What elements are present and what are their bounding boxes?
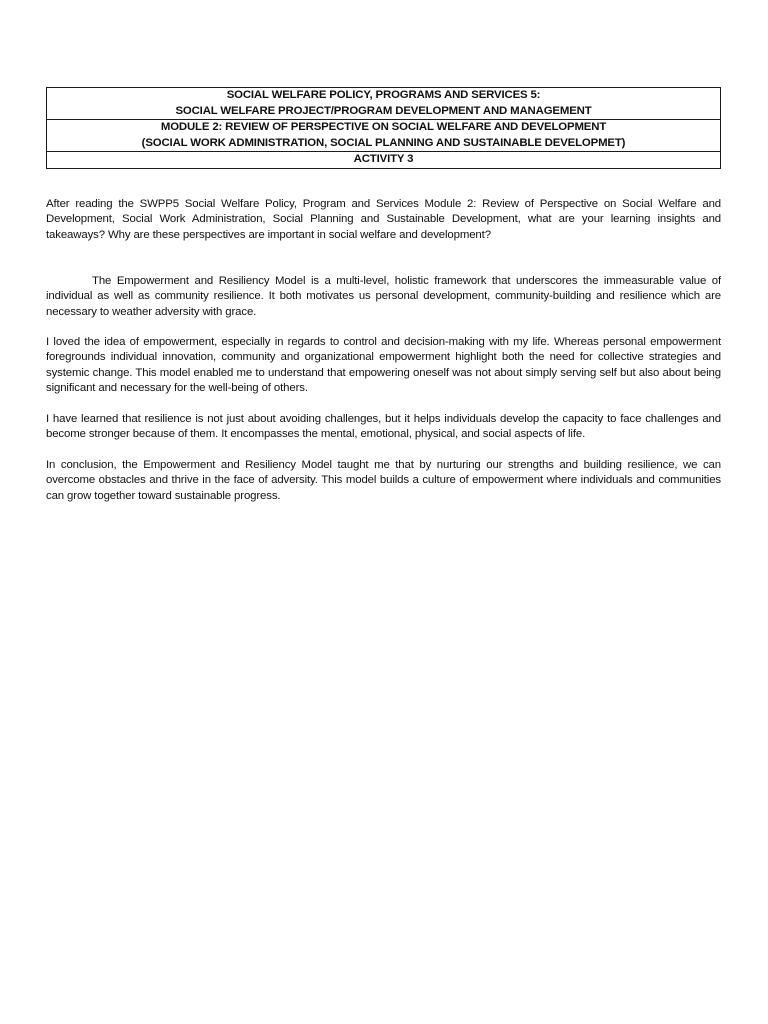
header-row-activity — [47, 152, 721, 169]
activity-title: ACTIVITY 3 — [353, 153, 414, 165]
paragraph-text: I loved the idea of empowerment, especially in regards to control and decision-making with my life. Whereas personal empowerment foregrounds individual innovation, community and organizational empowerment highlight both the need for collective strategies and systemic change. This model enabled me to understand that empowering oneself was not about simply serving self but also about being significant and necessary for the well-being of others. — [46, 336, 721, 394]
activity-prompt — [46, 197, 721, 243]
header-table — [46, 87, 721, 169]
activity-cell — [47, 152, 721, 169]
course-title-cell — [47, 88, 721, 120]
paragraph-text: I have learned that resilience is not just about avoiding challenges, but it helps individuals develop the capacity to face challenges and become stronger because of them. It encompasses the mental, emotional, physical, and social aspects of life. — [46, 413, 721, 441]
module-title-cell — [47, 120, 721, 152]
paragraph-text: The Empowerment and Resiliency Model is a multi-level, holistic framework that underscores the immeasurable value of individual as well as community resilience. It both motivates us personal development, community-building and resilience which are necessary to weather adversity with grace. — [46, 275, 721, 318]
header-row-course — [47, 88, 721, 120]
response-paragraph-2 — [46, 335, 721, 396]
response-paragraph-3 — [46, 412, 721, 443]
module-title: MODULE 2: REVIEW OF PERSPECTIVE ON SOCIAL WELFARE AND DEVELOPMENT — [160, 121, 607, 133]
paragraph-text: In conclusion, the Empowerment and Resiliency Model taught me that by nurturing our strengths and building resilience, we can overcome obstacles and thrive in the face of adversity. This model builds a culture of empowerment where individuals and communities can grow together toward sustainable progress. — [46, 459, 721, 502]
course-title: SOCIAL WELFARE POLICY, PROGRAMS AND SERVICES 5: — [226, 89, 541, 101]
prompt-text: After reading the SWPP5 Social Welfare Policy, Program and Services Module 2: Review of Perspective on Social Welfare and Development, Social Work Administration, Social Planning and Sustainable Development, what are your learning insights and takeaways? Why are these perspectives are important in social welfare and development? — [46, 198, 721, 241]
response-paragraph-1 — [46, 274, 721, 320]
header-row-module — [47, 120, 721, 152]
course-subtitle: SOCIAL WELFARE PROJECT/PROGRAM DEVELOPMENT AND MANAGEMENT — [175, 104, 592, 117]
module-subtitle: (SOCIAL WORK ADMINISTRATION, SOCIAL PLANNING AND SUSTAINABLE DEVELOPMET) — [141, 136, 626, 149]
response-paragraph-4 — [46, 458, 721, 504]
